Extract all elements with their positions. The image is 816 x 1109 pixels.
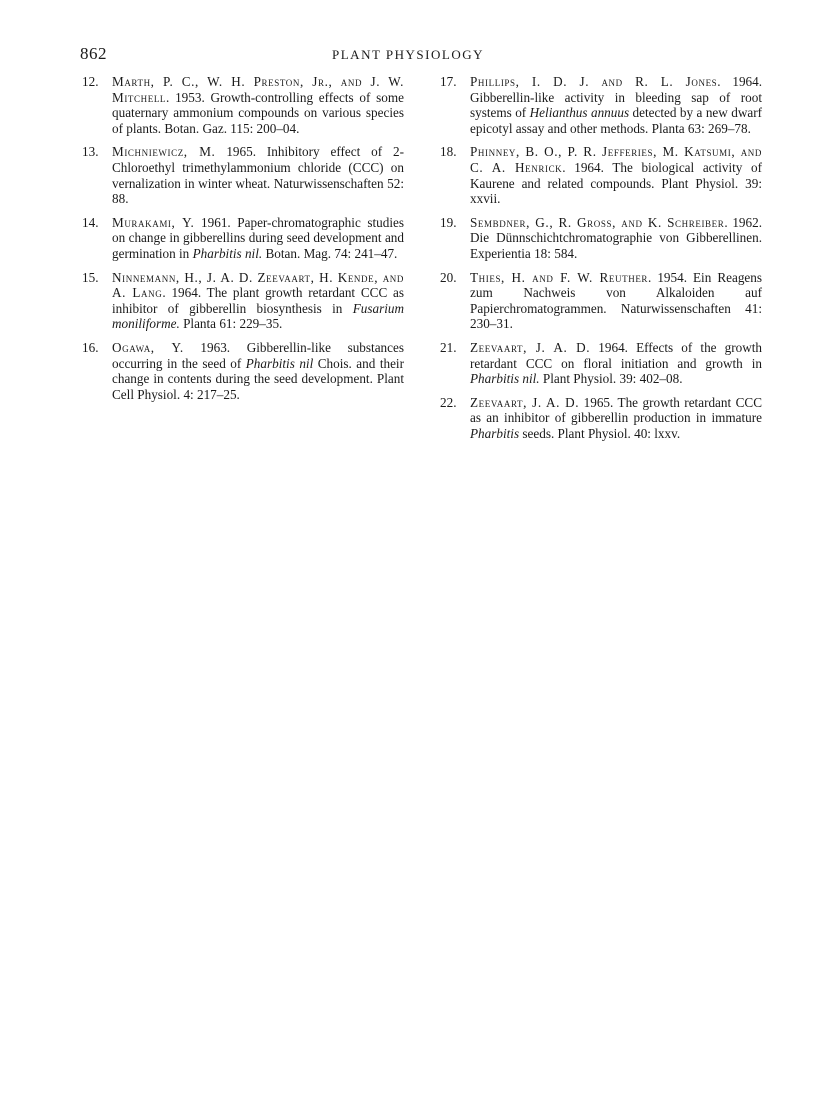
reference-number: 21. — [440, 339, 457, 355]
reference-number: 12. — [82, 74, 99, 89]
reference-year: 1964. — [598, 339, 628, 355]
reference-text: Growth-controlling effects of some quaternary ammonium compounds on various species of plants. Botan. Gaz. 115: 200–04. — [112, 89, 404, 136]
reference-text: Ein Reagens zum Nachweis von Alkaloiden auf Papierchromatogrammen. Naturwissenschaften 41: 230–31. — [470, 269, 762, 332]
reference-species: Helianthus annuus — [529, 105, 630, 121]
reference-item: 19. Sembdner, G., R. Gross, and K. Schreiber. 1962. Die Dünnschichtchromatographie von Gibberellinen. Experientia 18: 584. — [440, 214, 762, 261]
reference-year: 1964. — [171, 285, 202, 301]
reference-item — [82, 215, 404, 262]
reference-text: The growth retardant CCC as an inhibitor of gibberellin production in immature — [470, 394, 763, 426]
reference-item: 17. Phillips, I. D. J. and R. L. Jones. 1964. Gibberellin-like activity in bleeding sap of root systems of Helianthus annuus detected by a new dwarf epicotyl assay and other methods. Planta 63: 269–78. — [440, 74, 763, 136]
reference-text: The plant growth retardant CCC as inhibitor of gibberellin biosynthesis in — [112, 285, 405, 316]
reference-authors: Ogawa, Y. — [112, 339, 184, 355]
page-number: 862 — [80, 44, 107, 63]
reference-number: 15. — [82, 269, 99, 285]
reference-source: Botan. Mag. 74: 241–47. — [265, 245, 398, 261]
reference-number: 20. — [440, 269, 457, 285]
reference-year: 1965. — [226, 144, 256, 160]
reference-item: 12. Marth, P. C., W. H. Preston, Jr., and J. W. Mitchell. 1953. Growth-controlling effects of some quaternary ammonium compounds on various species of plants. Botan. Gaz. 115: 200–04. — [82, 74, 404, 136]
reference-text: Effects of the growth retardant CCC on floral initiation and growth in — [470, 339, 763, 371]
reference-year: 1954. — [657, 269, 687, 285]
reference-authors: Thies, H. and F. W. Reuther — [470, 269, 649, 285]
reference-source: Chois. and their change in contents during the seed development. Plant Cell Physiol. 4: 217–25. — [112, 355, 404, 402]
reference-item: 18. Phinney, B. O., P. R. Jefferies, M. Katsumi, and C. A. Henrick. 1964. The biological activity of Kaurene and related compounds. Plant Physiol. 39: xxvii. — [440, 144, 763, 207]
reference-number: 13. — [82, 144, 99, 160]
reference-item — [440, 395, 762, 442]
reference-source: Planta 61: 229–35. — [183, 316, 283, 332]
reference-year: 1953. — [175, 89, 205, 105]
references-left-column — [82, 74, 404, 410]
reference-text: Gibberellin-like substances occurring in the seed of — [112, 339, 404, 371]
reference-number: 19. — [440, 214, 457, 230]
reference-item — [82, 144, 404, 206]
reference-text: Paper-chromatographic studies on change in gibberellins during seed development and germination in — [112, 214, 405, 261]
reference-year: 1965. — [583, 394, 614, 410]
reference-authors: Marth, P. C., W. H. Preston, Jr., and J. W. Mitchell — [112, 74, 404, 105]
reference-species: Pharbitis nil. — [192, 245, 263, 261]
reference-authors: Phillips, I. D. J. and R. L. Jones — [470, 74, 718, 89]
reference-text: Gibberellin-like activity in bleeding sap of root systems of — [470, 89, 762, 121]
reference-authors: Murakami, Y. — [112, 214, 195, 230]
reference-species: Pharbitis nil. — [470, 371, 540, 387]
reference-species: Pharbitis — [470, 425, 520, 441]
reference-year: 1962. — [732, 214, 762, 230]
reference-text: Inhibitory effect of 2-Chloroethyl trimethylammonium chloride (CCC) on vernalization in winter wheat. Naturwissenschaften 52: 88. — [112, 144, 405, 207]
reference-year: 1963. — [200, 339, 231, 355]
reference-authors: Ninnemann, H., J. A. D. Zeevaart, H. Kende, and A. Lang — [112, 269, 404, 301]
reference-year: 1964. — [574, 159, 604, 175]
reference-species: Fusarium moniliforme. — [112, 300, 404, 332]
reference-number: 22. — [440, 394, 457, 410]
reference-source: seeds. Plant Physiol. 40: lxxv. — [522, 425, 681, 441]
running-head: PLANT PHYSIOLOGY — [332, 47, 484, 62]
reference-species: Pharbitis nil — [245, 355, 314, 371]
reference-number: 18. — [440, 144, 457, 160]
reference-authors: Phinney, B. O., P. R. Jefferies, M. Katsumi, and C. A. Henrick — [470, 144, 762, 175]
reference-authors: Michniewicz, M. — [112, 144, 216, 160]
reference-source: Plant Physiol. 39: 402–08. — [542, 371, 683, 387]
reference-item: 20. Thies, H. and F. W. Reuther. 1954. Ein Reagens zum Nachweis von Alkaloiden auf Papierchromatogrammen. Naturwissenschaften 41: 230–31. — [440, 269, 762, 332]
reference-authors: Zeevaart, J. A. D. — [470, 339, 591, 355]
reference-item — [82, 340, 404, 402]
reference-year: 1964. — [732, 74, 763, 89]
reference-item: 15. Ninnemann, H., J. A. D. Zeevaart, H. Kende, and A. Lang. 1964. The plant growth retardant CCC as inhibitor of gibberellin biosynthesis in Fusarium moniliforme. Planta 61: 229–35. — [82, 269, 405, 332]
reference-source: detected by a new dwarf epicotyl assay and other methods. Planta 63: 269–78. — [470, 105, 763, 136]
reference-text: The biological activity of Kaurene and related compounds. Plant Physiol. 39: xxvii. — [470, 159, 763, 207]
reference-year: 1961. — [201, 214, 231, 230]
reference-number: 17. — [440, 74, 457, 89]
reference-authors: Zeevaart, J. A. D. — [470, 394, 580, 410]
reference-text: Die Dünnschichtchromatographie von Gibberellinen. Experientia 18: 584. — [470, 230, 762, 261]
reference-number: 14. — [82, 214, 99, 230]
reference-number: 16. — [82, 339, 99, 355]
references-right-column — [440, 74, 762, 449]
reference-authors: Sembdner, G., R. Gross, and K. Schreiber — [470, 214, 725, 230]
reference-item — [440, 340, 762, 387]
